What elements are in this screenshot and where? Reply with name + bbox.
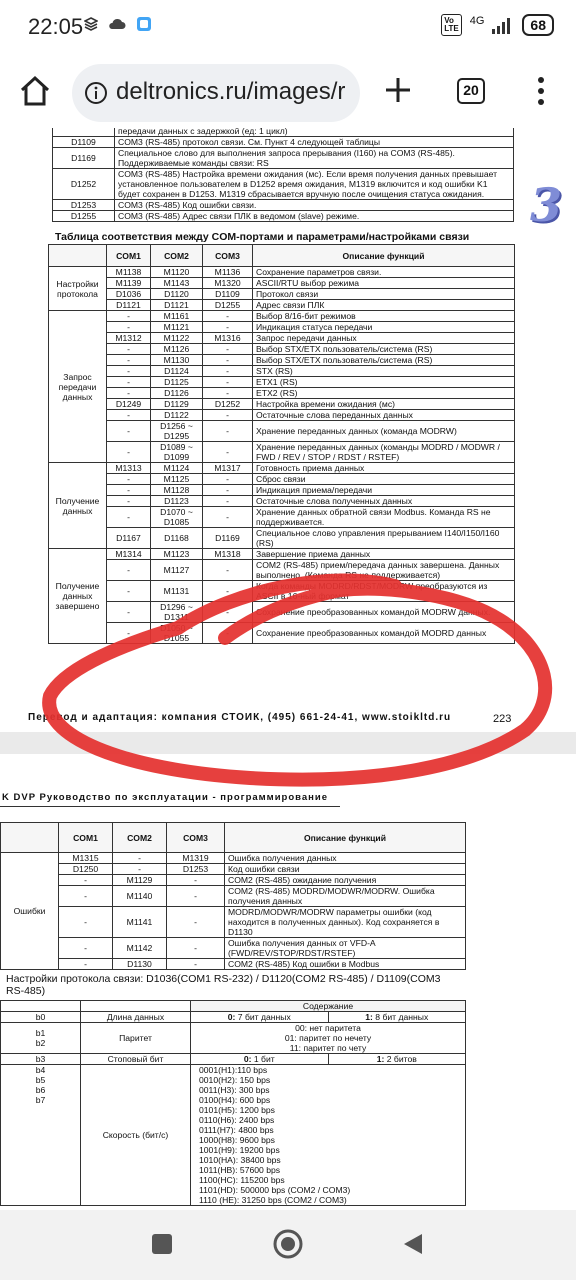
register-cell: -: [59, 938, 113, 959]
proto-cell: [328, 1054, 466, 1065]
description-cell: ETX1 (RS): [253, 377, 515, 388]
description-cell: Индикация приема/передачи: [253, 485, 515, 496]
column-header: COM3: [203, 245, 253, 267]
register-cell: -: [107, 322, 151, 333]
status-time: 22:05: [28, 14, 84, 39]
table-row: [49, 278, 515, 289]
register-cell: -: [203, 355, 253, 366]
proto-option-text: 8 бит данных: [372, 1012, 429, 1022]
register-cell: -: [107, 560, 151, 581]
register-cell: D1252: [53, 169, 115, 200]
description-cell: COM3 (RS-485) Адрес связи ПЛК в ведомом (slave) режиме.: [115, 211, 514, 222]
register-cell: M1161: [151, 311, 203, 322]
register-cell: -: [203, 366, 253, 377]
description-cell: Запрос передачи данных: [253, 333, 515, 344]
register-cell: M1141: [113, 907, 167, 938]
register-cell: M1320: [203, 278, 253, 289]
description-cell: передачи данных с задержкой (ед: 1 цикл): [115, 128, 514, 137]
register-cell: D1167: [107, 528, 151, 549]
description-cell: Остаточные слова переданных данных: [253, 410, 515, 421]
table-row: [1, 1065, 466, 1206]
table-row: [49, 421, 515, 442]
register-cell: D1252: [203, 399, 253, 410]
description-cell: Хранение переданных данных (команды MODRD / MODWR / FWD / REV / STOP / RDST / RSTEF): [253, 442, 515, 463]
register-cell: D1121: [107, 300, 151, 311]
page-number: 223: [493, 713, 512, 725]
register-cell: -: [203, 623, 253, 644]
column-header: [1, 823, 59, 853]
register-cell: M1120: [151, 267, 203, 278]
register-cell: M1142: [113, 938, 167, 959]
layers-icon: [84, 17, 98, 31]
table-row: [1, 853, 466, 864]
register-cell: M1143: [151, 278, 203, 289]
description-cell: ETX2 (RS): [253, 388, 515, 399]
table-row: [49, 496, 515, 507]
new-tab-icon[interactable]: [384, 76, 412, 104]
register-cell: M1136: [203, 267, 253, 278]
table-row: [1, 886, 466, 907]
description-cell: Сохранение параметров связи.: [253, 267, 515, 278]
register-cell: -: [107, 388, 151, 399]
proto-cell: b0: [1, 1012, 81, 1023]
table-row: [49, 549, 515, 560]
register-cell: -: [167, 907, 225, 938]
table-row: [1, 938, 466, 959]
group-label: Получение данных завершено: [49, 549, 107, 644]
signal-icon: [492, 16, 514, 34]
register-cell: M1121: [151, 322, 203, 333]
description-cell: Протокол связи: [253, 289, 515, 300]
table-row: [53, 211, 514, 222]
network-type: 4G: [469, 15, 485, 27]
table-header-row: [49, 245, 515, 267]
group-label: Получение данных: [49, 463, 107, 549]
register-cell: -: [107, 410, 151, 421]
description-cell: Сброс связи: [253, 474, 515, 485]
register-cell: -: [203, 311, 253, 322]
table-row: [1, 1012, 466, 1023]
register-cell: D1122: [151, 410, 203, 421]
table-row: [49, 366, 515, 377]
register-cell: -: [107, 474, 151, 485]
table-row: [49, 474, 515, 485]
table-row: [53, 137, 514, 148]
description-cell: COM3 (RS-485) Настройка времени ожидания (мс). Если время получения данных превышает установленное пользователем в D1252 время ожидания, M1319 включится и код ошибки K1 будет сохранен в D1253. M1319 сбрасывается вручную после очищения статуса ожидания.: [115, 169, 514, 200]
proto-cell: 0001(H1):110 bps 0010(H2): 150 bps 0011(H3): 300 bps 0100(H4): 600 bps 0101(H5): 1200 bps 0110(H6): 2400 bps 0111(H7): 4800 bps 1000(H8): 9600 bps 1001(H9): 19200 bps 1010(HA): 38400 bps 1011(HB): 57600 bps 1100(HC): 115200 bps 1101(HD): 500000 bps (COM2 / COM3) 1110 (HE): 31250 bps (COM2 / COM3): [191, 1065, 466, 1206]
proto-cell: [191, 1054, 329, 1065]
register-cell: D1255: [53, 211, 115, 222]
proto-option-code: 0:: [243, 1054, 252, 1064]
register-cell: -: [107, 377, 151, 388]
group-label: Настройки протокола: [49, 267, 107, 311]
register-cell: -: [107, 355, 151, 366]
description-cell: Индикация статуса передачи: [253, 322, 515, 333]
home-button-icon[interactable]: [272, 1228, 304, 1260]
register-cell: D1050 ~ D1055: [151, 623, 203, 644]
table-row: [49, 485, 515, 496]
register-cell: M1318: [203, 549, 253, 560]
header-rule: [0, 806, 340, 807]
table-row: [49, 560, 515, 581]
register-cell: -: [203, 485, 253, 496]
info-icon[interactable]: [84, 81, 108, 105]
url-text[interactable]: deltronics.ru/images/r: [116, 78, 346, 105]
register-cell: -: [167, 938, 225, 959]
description-cell: Выбор 8/16-бит режимов: [253, 311, 515, 322]
register-cell: -: [203, 344, 253, 355]
description-cell: Остаточные слова полученных данных: [253, 496, 515, 507]
register-cell: -: [203, 496, 253, 507]
register-cell: -: [107, 602, 151, 623]
description-cell: Специальное слово для выполнения запроса прерывания (I160) на COM3 (RS-485). Поддерживаемые команды связи: RS: [115, 148, 514, 169]
register-cell: D1121: [151, 300, 203, 311]
register-cell: M1314: [107, 549, 151, 560]
register-cell: M1312: [107, 333, 151, 344]
recent-apps-icon[interactable]: [150, 1232, 174, 1256]
register-cell: M1138: [107, 267, 151, 278]
proto-option-code: 1:: [365, 1012, 373, 1022]
register-cell: D1124: [151, 366, 203, 377]
register-cell: -: [203, 507, 253, 528]
column-header: [49, 245, 107, 267]
description-cell: COM3 (RS-485) Код ошибки связи.: [115, 200, 514, 211]
description-cell: Настройка времени ожидания (мс): [253, 399, 515, 410]
register-cell: -: [113, 864, 167, 875]
register-cell: D1123: [151, 496, 203, 507]
register-cell: M1127: [151, 560, 203, 581]
register-cell: D1109: [53, 137, 115, 148]
corner-number: 3: [530, 178, 563, 232]
table-row: [49, 410, 515, 421]
register-cell: -: [59, 907, 113, 938]
column-header: Описание функций: [253, 245, 515, 267]
description-cell: STX (RS): [253, 366, 515, 377]
register-cell: -: [107, 442, 151, 463]
table-row: [49, 344, 515, 355]
table-row: [1, 864, 466, 875]
description-cell: Хранение данных обратной связи Modbus. Команда RS не поддерживается.: [253, 507, 515, 528]
table-header-row: [1, 823, 466, 853]
column-header: COM2: [151, 245, 203, 267]
table-row: [49, 442, 515, 463]
table-row: [49, 355, 515, 366]
register-cell: D1070 ~ D1085: [151, 507, 203, 528]
description-cell: Выбор STX/ETX пользователь/система (RS): [253, 344, 515, 355]
register-cell: M1315: [59, 853, 113, 864]
description-cell: ASCII/RTU выбор режима: [253, 278, 515, 289]
document-page-next: [0, 754, 576, 1210]
register-cell: -: [203, 602, 253, 623]
register-cell: D1253: [167, 864, 225, 875]
protocol-table: [0, 1000, 466, 1206]
register-cell: D1089 ~ D1099: [151, 442, 203, 463]
table-row: [1, 875, 466, 886]
register-cell: M1140: [113, 886, 167, 907]
proto-cell: b1 b2: [1, 1023, 81, 1054]
system-nav-bar: [0, 1210, 576, 1280]
register-cell: -: [167, 959, 225, 970]
table-row: [49, 377, 515, 388]
table-row: [49, 463, 515, 474]
register-cell: -: [107, 623, 151, 644]
error-table: [0, 822, 466, 970]
register-cell: -: [107, 507, 151, 528]
register-cell: -: [203, 560, 253, 581]
document-page-223: [0, 128, 576, 732]
table-row: [49, 528, 515, 549]
register-cell: M1317: [203, 463, 253, 474]
register-cell: M1130: [151, 355, 203, 366]
description-cell: Ошибка получения данных от VFD-A (FWD/REV/STOP/RDST/RSTEF): [225, 938, 466, 959]
address-bar[interactable]: [72, 64, 360, 122]
register-cell: D1036: [107, 289, 151, 300]
register-cell: M1316: [203, 333, 253, 344]
table-row: [1, 959, 466, 970]
register-cell: M1126: [151, 344, 203, 355]
proto-option-text: 7 бит данных: [235, 1012, 291, 1022]
register-cell: D1126: [151, 388, 203, 399]
com-port-table: [48, 244, 515, 644]
register-cell: M1319: [167, 853, 225, 864]
proto-cell: b4 b5 b6 b7: [1, 1065, 81, 1206]
register-cell: M1128: [151, 485, 203, 496]
table-row: [53, 169, 514, 200]
proto-cell: Содержание: [191, 1001, 466, 1012]
column-header: Описание функций: [225, 823, 466, 853]
pdf-viewer[interactable]: [0, 128, 576, 1210]
register-cell: D1256 ~ D1295: [151, 421, 203, 442]
register-cell: -: [107, 496, 151, 507]
register-cell: D1253: [53, 200, 115, 211]
register-cell: -: [113, 853, 167, 864]
home-icon[interactable]: [18, 74, 52, 108]
register-cell: M1129: [113, 875, 167, 886]
register-cell: D1120: [151, 289, 203, 300]
table-row: [49, 333, 515, 344]
description-cell: Код ошибки связи: [225, 864, 466, 875]
page-header: K DVP Руководство по эксплуатации - программирование: [2, 792, 329, 803]
register-cell: D1109: [203, 289, 253, 300]
register-cell: -: [167, 886, 225, 907]
proto-cell: 00: нет паритета 01: паритет по нечету 11: паритет по чету: [191, 1023, 466, 1054]
table-row: [49, 300, 515, 311]
column-header: COM3: [167, 823, 225, 853]
proto-option-code: 0:: [227, 1012, 236, 1022]
app-icon: [136, 16, 152, 32]
proto-cell: b3: [1, 1054, 81, 1065]
description-cell: Хранение переданных данных (команда MODRW): [253, 421, 515, 442]
register-cell: D1169: [203, 528, 253, 549]
more-options-icon[interactable]: [536, 76, 546, 106]
register-cell: -: [167, 875, 225, 886]
register-cell: D1255: [203, 300, 253, 311]
register-cell: [53, 128, 115, 137]
register-cell: -: [203, 581, 253, 602]
register-cell: -: [59, 875, 113, 886]
description-cell: COM2 (RS-485) прием/передача данных завершена. Данных выполнено. (Команда RS не поддерживается): [253, 560, 515, 581]
table-row: [49, 267, 515, 278]
register-cell: D1129: [151, 399, 203, 410]
description-cell: Ошибка получения данных: [225, 853, 466, 864]
register-cell: -: [107, 344, 151, 355]
protocol-caption: Настройки протокола связи: D1036(COM1 RS-232) / D1120(COM2 RS-485) / D1109(COM3 RS-485): [6, 973, 441, 997]
description-cell: Когда команды MODRD/RDST/MODRW преобразуются из ASCII в 16-ный формат: [253, 581, 515, 602]
register-cell: -: [203, 421, 253, 442]
description-cell: COM2 (RS-485) Код ошибки в Modbus: [225, 959, 466, 970]
register-cell: -: [203, 410, 253, 421]
battery-indicator: 68: [522, 14, 554, 36]
tab-switcher-button[interactable]: 20: [457, 78, 485, 104]
register-cell: -: [203, 474, 253, 485]
group-label: Запрос передачи данных: [49, 311, 107, 463]
table-row: [49, 289, 515, 300]
column-header: COM1: [107, 245, 151, 267]
description-cell: Готовность приема данных: [253, 463, 515, 474]
proto-option-text: 2 битов: [384, 1054, 417, 1064]
table-row: [49, 399, 515, 410]
table-row: [49, 388, 515, 399]
proto-cell: Длина данных: [81, 1012, 191, 1023]
register-cell: -: [59, 886, 113, 907]
table-row: [53, 148, 514, 169]
register-cell: -: [107, 581, 151, 602]
register-cell: D1250: [59, 864, 113, 875]
register-cell: -: [107, 485, 151, 496]
register-cell: -: [107, 421, 151, 442]
register-cell: M1125: [151, 474, 203, 485]
proto-cell: Стоповый бит: [81, 1054, 191, 1065]
register-cell: M1313: [107, 463, 151, 474]
table-row: [53, 200, 514, 211]
register-cell: -: [107, 311, 151, 322]
table-row: [49, 623, 515, 644]
register-cell: M1123: [151, 549, 203, 560]
table-row: [1, 1054, 466, 1065]
table-row: [49, 311, 515, 322]
register-cell: D1296 ~ D1311: [151, 602, 203, 623]
table-row: [49, 602, 515, 623]
register-cell: D1130: [113, 959, 167, 970]
register-cell: -: [203, 377, 253, 388]
proto-option-text: 1 бит: [251, 1054, 275, 1064]
register-cell: -: [203, 322, 253, 333]
register-cell: M1139: [107, 278, 151, 289]
volte-icon: Vo LTE: [441, 14, 462, 36]
browser-toolbar: [0, 56, 576, 128]
description-cell: Выбор STX/ETX пользователь/система (RS): [253, 355, 515, 366]
page-footer: Перевод и адаптация: компания СТОИК, (495) 661-24-41, www.stoikltd.ru: [28, 712, 452, 723]
table-row: [49, 322, 515, 333]
table-row: [1, 907, 466, 938]
register-cell: -: [203, 442, 253, 463]
description-cell: Сохранение преобразованных командой MODRD данных: [253, 623, 515, 644]
column-header: COM1: [59, 823, 113, 853]
table-row: [49, 581, 515, 602]
register-cell: D1168: [151, 528, 203, 549]
register-cell: -: [59, 959, 113, 970]
back-icon[interactable]: [402, 1232, 424, 1256]
proto-cell: Скорость (бит/с): [81, 1065, 191, 1206]
table-row: [1, 1023, 466, 1054]
description-cell: Завершение приема данных: [253, 549, 515, 560]
description-cell: COM2 (RS-485) MODRD/MODWR/MODRW. Ошибка получения данных: [225, 886, 466, 907]
table-row: [1, 1001, 466, 1012]
description-cell: Специальное слово управления прерыванием I140/I150/I160 (RS): [253, 528, 515, 549]
register-cell: -: [203, 388, 253, 399]
table-row: [53, 128, 514, 137]
description-cell: COM3 (RS-485) протокол связи. См. Пункт 4 следующей таблицы: [115, 137, 514, 148]
description-cell: Сохранение преобразованных командой MODRW данных.: [253, 602, 515, 623]
column-header: COM2: [113, 823, 167, 853]
description-cell: COM2 (RS-485) ожидание получения: [225, 875, 466, 886]
register-cell: M1124: [151, 463, 203, 474]
cloud-icon: [108, 18, 126, 30]
proto-cell: [328, 1012, 466, 1023]
register-cell: M1122: [151, 333, 203, 344]
table-row: [49, 507, 515, 528]
description-cell: Адрес связи ПЛК: [253, 300, 515, 311]
register-cell: D1169: [53, 148, 115, 169]
register-cell: D1249: [107, 399, 151, 410]
status-bar: [0, 0, 576, 56]
register-table-top: [52, 128, 514, 222]
register-cell: D1125: [151, 377, 203, 388]
group-label: Ошибки: [1, 853, 59, 970]
proto-cell: [81, 1001, 191, 1012]
proto-cell: [191, 1012, 329, 1023]
register-cell: M1131: [151, 581, 203, 602]
description-cell: MODRD/MODWR/MODRW параметры ошибки (код находится в полученных данных). Код сохраняется в D1130: [225, 907, 466, 938]
proto-option-code: 1:: [376, 1054, 385, 1064]
proto-cell: [1, 1001, 81, 1012]
proto-cell: Паритет: [81, 1023, 191, 1054]
register-cell: -: [107, 366, 151, 377]
table-caption: Таблица соответствия между COM-портами и параметрами/настройками связи: [55, 231, 470, 243]
